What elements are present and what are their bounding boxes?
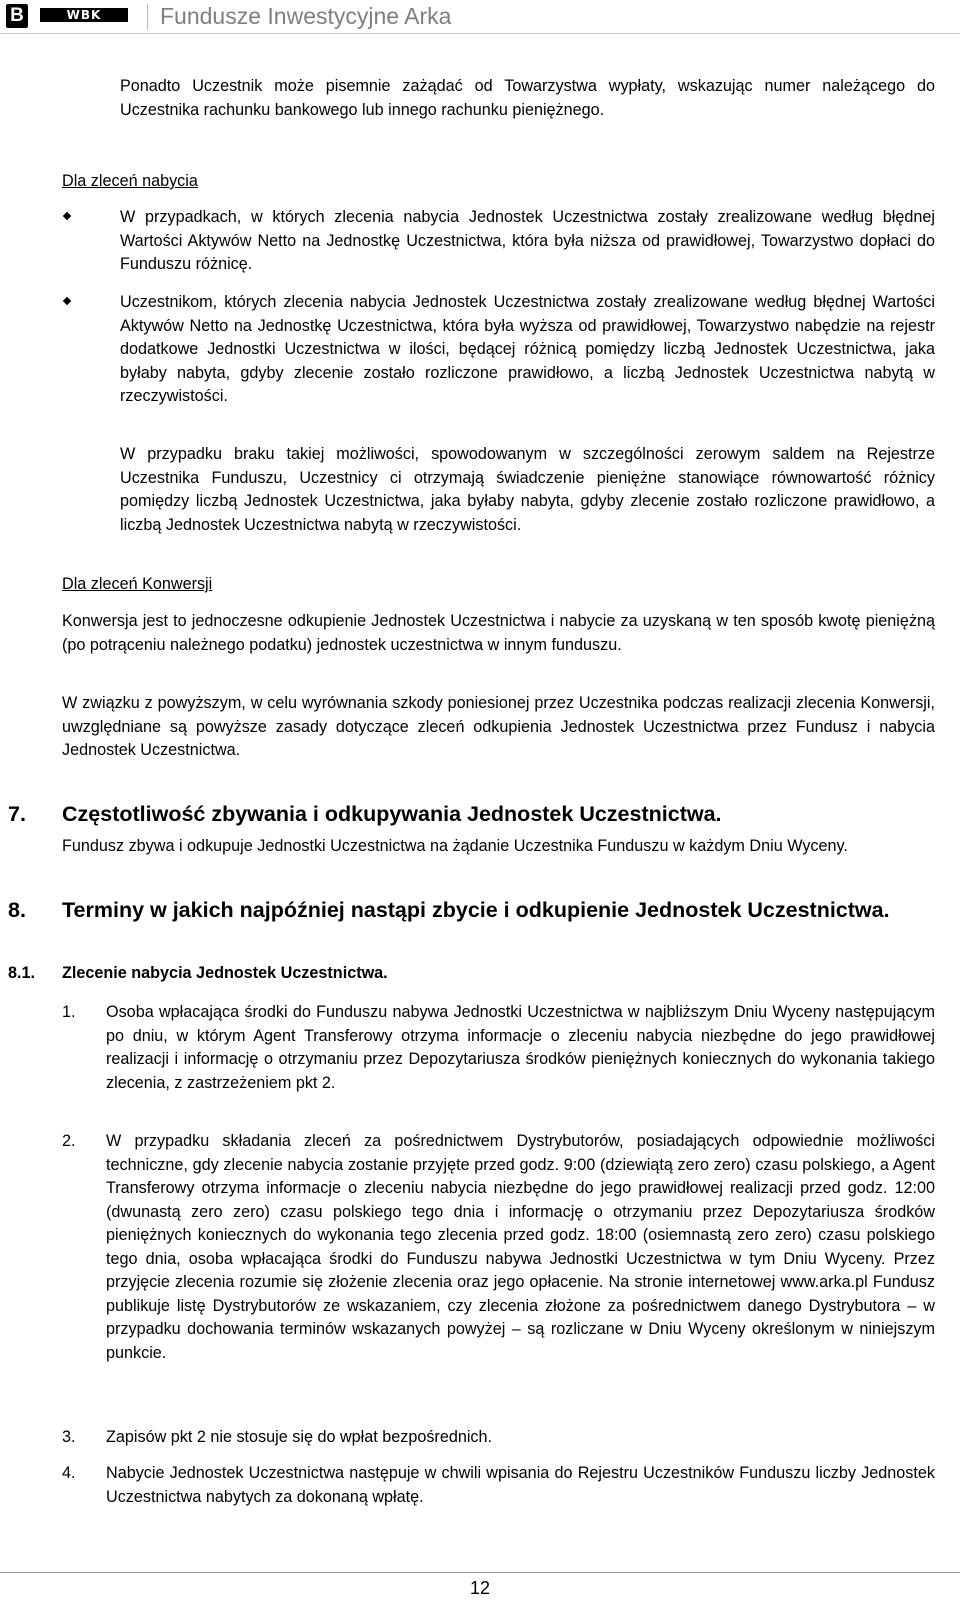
paragraph-konwersja: Konwersja jest to jednoczesne odkupienie Jednostek Uczestnictwa i nabycie za uzyskaną w ten sposób kwotę pieniężną (po potrąceniu należnego podatku) jednostek uczestnictwa w innym funduszu.	[62, 612, 935, 654]
section-8-title: Terminy w jakich najpóźniej nastąpi zbycie i odkupienie Jednostek Uczestnictwa.	[62, 898, 890, 922]
section-8-1-title: Zlecenie nabycia Jednostek Uczestnictwa.	[62, 964, 388, 982]
list-item-text: Zapisów pkt 2 nie stosuje się do wpłat bezpośrednich.	[106, 1428, 493, 1446]
heading-dla-zlecen-konwersji: Dla zleceń Konwersji	[62, 575, 213, 593]
list-item-text: Osoba wpłacająca środki do Funduszu nabywa Jednostki Uczestnictwa w najbliższym Dniu Wyceny następującym po dniu, w którym Agent Transferowy otrzyma informacje o zleceniu nabycia niezbędne do jego prawidłowej realizacji i informację o otrzymaniu przez Depozytariusza środków pieniężnych koniecznych do wykonania takiego zlecenia, z zastrzeżeniem pkt 2.	[106, 1003, 935, 1092]
bullet-item-2: Uczestnikom, których zlecenia nabycia Jednostek Uczestnictwa zostały zrealizowane według błędnej Wartości Aktywów Netto na Jednostkę Uczestnictwa, która była wyższa od prawidłowej, Towarzystwo nabędzie na rejestr dodatkowe Jednostki Uczestnictwa w ilości, będącej różnicą pomiędzy liczbą Jednostek Uczestnictwa, jaka byłaby nabyta, gdyby zlecenie zostało rozliczone prawidłowo, a liczbą Jednostek Uczestnictwa nabytą w rzeczywistości.	[120, 293, 935, 405]
list-item-number: 4.	[62, 1464, 76, 1482]
header-title: Fundusze Inwestycyjne Arka	[160, 3, 452, 29]
header-separator	[147, 4, 148, 30]
heading-dla-zlecen-nabycia: Dla zleceń nabycia	[62, 172, 198, 190]
section-7-number: 7.	[8, 802, 26, 826]
list-item-number: 3.	[62, 1428, 76, 1446]
bullet-item-1: W przypadkach, w których zlecenia nabycia Jednostek Uczestnictwa zostały zrealizowane według błędnej Wartości Aktywów Netto na Jednostkę Uczestnictwa, która była niższa od prawidłowej, Towarzystwo dopłaci do Funduszu różnicę.	[120, 208, 935, 273]
footer-rule	[0, 1572, 960, 1573]
section-8-number: 8.	[8, 898, 26, 922]
wbk-logo-text: WBK	[40, 8, 128, 22]
header-rule	[0, 33, 960, 34]
list-item-text: Nabycie Jednostek Uczestnictwa następuje w chwili wpisania do Rejestru Uczestników Funduszu liczby Jednostek Uczestnictwa nabytych za dokonaną wpłatę.	[106, 1464, 935, 1506]
paragraph-w-zwiazku: W związku z powyższym, w celu wyrównania szkody poniesionej przez Uczestnika podczas realizacji zlecenia Konwersji, uwzględniane są powyższe zasady dotyczące zleceń odkupienia Jednostek Uczestnictwa przez Fundusz i nabycia Jednostek Uczestnictwa.	[62, 694, 935, 759]
intro-paragraph: Ponadto Uczestnik może pisemnie zażądać od Towarzystwa wypłaty, wskazując numer należącego do Uczestnika rachunku bankowego lub innego rachunku pieniężnego.	[120, 77, 935, 119]
page-number: 12	[469, 1578, 491, 1598]
section-7-text: Fundusz zbywa i odkupuje Jednostki Uczestnictwa na żądanie Uczestnika Funduszu w każdym Dniu Wyceny.	[62, 837, 848, 855]
section-7-title: Częstotliwość zbywania i odkupywania Jednostek Uczestnictwa.	[62, 802, 722, 826]
bzwbk-logo-icon: B	[6, 4, 28, 28]
page-header	[0, 0, 960, 34]
list-item-number: 1.	[62, 1003, 76, 1021]
bullet-icon	[63, 212, 71, 220]
list-item-text: W przypadku składania zleceń za pośrednictwem Dystrybutorów, posiadających odpowiednie możliwości techniczne, gdy zlecenie nabycia zostanie przyjęte przed godz. 9:00 (dziewiątą zero zero) czasu polskiego, a Agent Transferowy otrzyma informacje o zleceniu nabycia niezbędne do jego prawidłowej realizacji przed godz. 12:00 (dwunastą zero zero) czasu polskiego tego dnia i informację o otrzymaniu przez Depozytariusza środków pieniężnych koniecznych do wykonania tego zlecenia przed godz. 18:00 (osiemnastą zero zero) czasu polskiego tego dnia, osoba wpłacająca środki do Funduszu nabywa Jednostki Uczestnictwa w tym Dniu Wyceny. Przez przyjęcie zlecenia rozumie się złożenie zlecenia oraz jego opłacenie. Na stronie internetowej www.arka.pl Fundusz publikuje listę Dystrybutorów ze wskazaniem, czy zlecenia złożone za pośrednictwem danego Dystrybutora – w przypadku dochowania terminów wskazanych powyżej – są rozliczane w Dniu Wyceny określonym w niniejszym punkcie.	[106, 1132, 935, 1362]
list-item-number: 2.	[62, 1132, 76, 1150]
paragraph-braku-mozliwosci: W przypadku braku takiej możliwości, spowodowanym w szczególności zerowym saldem na Rejestrze Uczestnika Funduszu, Uczestnicy ci otrzymają świadczenie pieniężne stanowiące równowartość różnicy pomiędzy liczbą Jednostek Uczestnictwa, jaka byłaby nabyta, gdyby zlecenie zostało rozliczone prawidłowo, a liczbą Jednostek Uczestnictwa nabytą w rzeczywistości.	[120, 445, 935, 534]
bullet-icon	[63, 297, 71, 305]
section-8-1-number: 8.1.	[8, 964, 36, 982]
